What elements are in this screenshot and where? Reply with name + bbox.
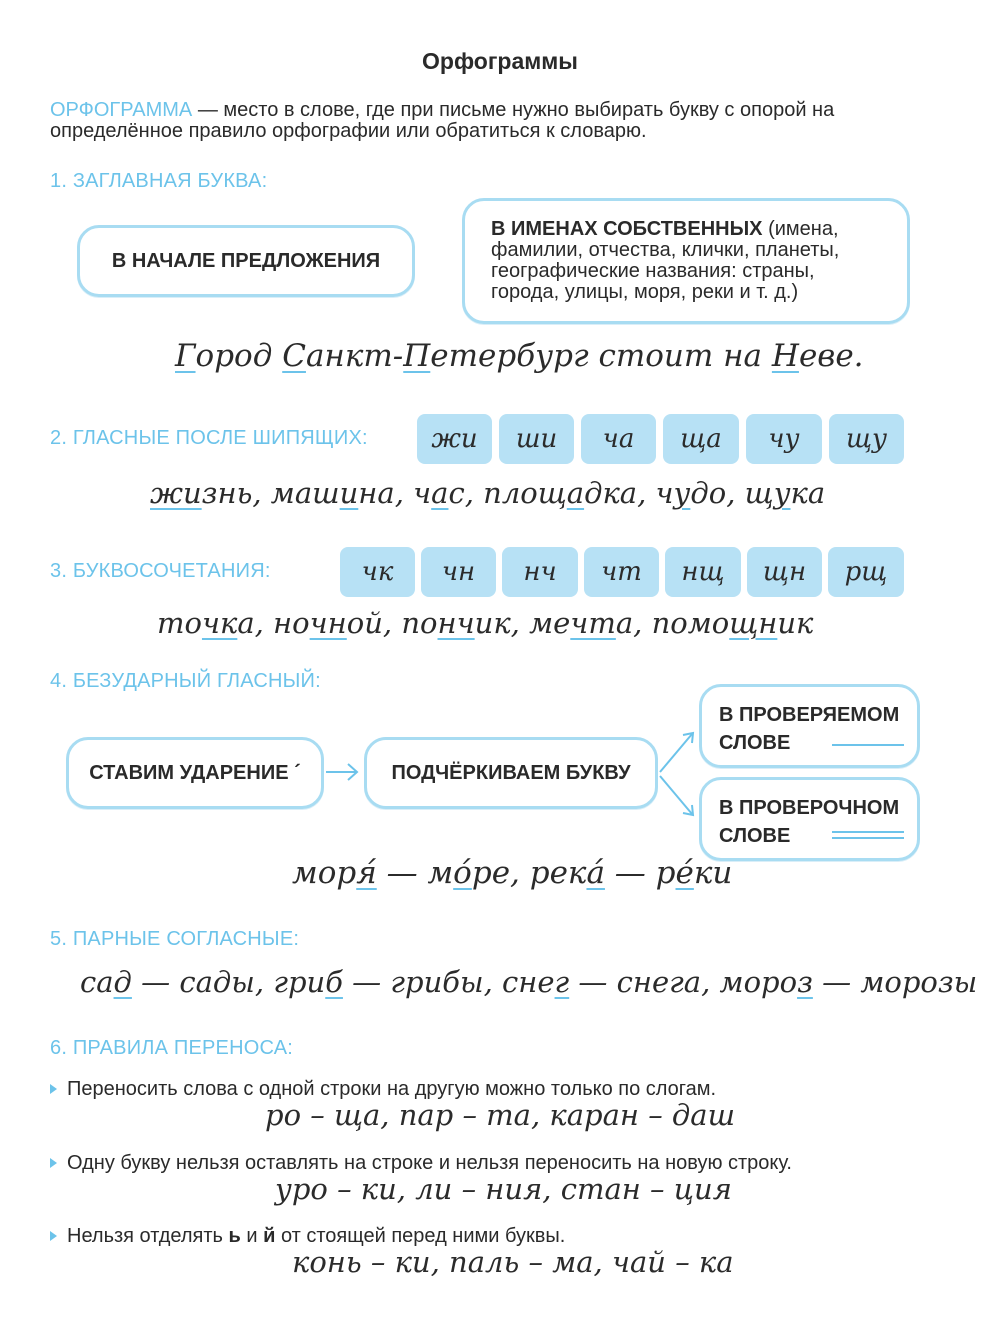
- arrow-split-icon: [656, 728, 700, 820]
- example-unstressed-vowel: моря́ — мо́ре, река́ — ре́ки: [292, 855, 733, 891]
- chip-chu: чу: [746, 414, 822, 464]
- example-capital-letter: Город Санкт-Петербург стоит на Неве.: [175, 338, 864, 374]
- section-6-heading: 6. ПРАВИЛА ПЕРЕНОСА:: [50, 1037, 293, 1059]
- section-3-heading: 3. БУКВОСОЧЕТАНИЯ:: [50, 560, 271, 582]
- example-hyphenation-2: уро – ки, ли – ния, стан – ция: [275, 1172, 732, 1206]
- example-hyphenation-3: конь – ки, паль – ма, чай – ка: [292, 1245, 734, 1279]
- chip-shi: ши: [499, 414, 574, 464]
- box-sentence-start-label: В НАЧАЛЕ ПРЕДЛОЖЕНИЯ: [111, 249, 381, 272]
- definition-text: — место в слове, где при письме нужно выбирать букву с опорой на определённое правило орфографии или обратиться к словарю.: [50, 99, 835, 142]
- box-checking-word: [699, 777, 920, 861]
- rule-2-text: Одну букву нельзя оставлять на строке и нельзя переносить на новую строку.: [67, 1152, 792, 1174]
- single-underline-mark: [832, 744, 904, 746]
- chip-zhi: жи: [417, 414, 492, 464]
- box-checked-word: [699, 684, 920, 768]
- box-checked-word-line1: В ПРОВЕРЯЕМОМ: [719, 704, 900, 726]
- double-underline-mark-bottom: [832, 837, 904, 839]
- page-title: Орфограммы: [422, 48, 578, 74]
- chip-shcha: ща: [663, 414, 739, 464]
- box-checking-word-line1: В ПРОВЕРОЧНОМ: [719, 797, 900, 819]
- section-4-heading: 4. БЕЗУДАРНЫЙ ГЛАСНЫЙ:: [50, 670, 321, 692]
- example-paired-consonants: сад — сады, гриб — грибы, снег — снега, мороз — морозы: [80, 965, 978, 999]
- chip-nshch: нщ: [665, 547, 741, 597]
- rule-3: Нельзя отделять ь и й от стоящей перед ними буквы.: [50, 1225, 565, 1248]
- rule-1-text: Переносить слова с одной строки на другую можно только по слогам.: [67, 1078, 717, 1100]
- box-proper-names: [462, 198, 910, 324]
- arrow-right-icon: [322, 755, 364, 789]
- chip-chn: чн: [421, 547, 496, 597]
- bullet-triangle-icon: [50, 1231, 57, 1241]
- section-2-heading: 2. ГЛАСНЫЕ ПОСЛЕ ШИПЯЩИХ:: [50, 427, 368, 449]
- chip-nch: нч: [502, 547, 578, 597]
- example-letter-combos: точка, ночной, пончик, мечта, помощник: [157, 606, 814, 640]
- example-hyphenation-1: ро – ща, пар – та, каран – даш: [265, 1098, 736, 1132]
- double-underline-mark-top: [832, 831, 904, 833]
- bullet-triangle-icon: [50, 1158, 57, 1168]
- definition: [50, 100, 950, 142]
- box-put-stress-label: СТАВИМ УДАРЕНИЕ ´: [89, 761, 301, 784]
- chip-cha: ча: [581, 414, 656, 464]
- box-proper-names-bold: В ИМЕНАХ СОБСТВЕННЫХ: [491, 218, 763, 240]
- chip-shchn: щн: [747, 547, 822, 597]
- example-hissing-vowels: жизнь, машина, час, площадка, чудо, щука: [150, 476, 826, 510]
- chip-rshch: рщ: [828, 547, 904, 597]
- section-1-heading: 1. ЗАГЛАВНАЯ БУКВА:: [50, 170, 268, 192]
- box-put-stress: [66, 737, 324, 809]
- box-underline-letter: [364, 737, 658, 809]
- box-checked-word-line2: СЛОВЕ: [719, 732, 791, 754]
- chip-shchu: щу: [829, 414, 904, 464]
- box-sentence-start: [77, 225, 415, 297]
- box-checking-word-line2: СЛОВЕ: [719, 825, 791, 847]
- section-5-heading: 5. ПАРНЫЕ СОГЛАСНЫЕ:: [50, 928, 300, 950]
- chip-chk: чк: [340, 547, 415, 597]
- chip-cht: чт: [584, 547, 659, 597]
- box-proper-names-text: (имена, фамилии, отчества, клички, планеты, географические названия: страны, города, улицы, моря, реки и т. д.): [491, 218, 840, 303]
- definition-term: ОРФОГРАММА: [50, 99, 193, 121]
- box-underline-letter-label: ПОДЧЁРКИВАЕМ БУКВУ: [391, 761, 631, 784]
- bullet-triangle-icon: [50, 1084, 57, 1094]
